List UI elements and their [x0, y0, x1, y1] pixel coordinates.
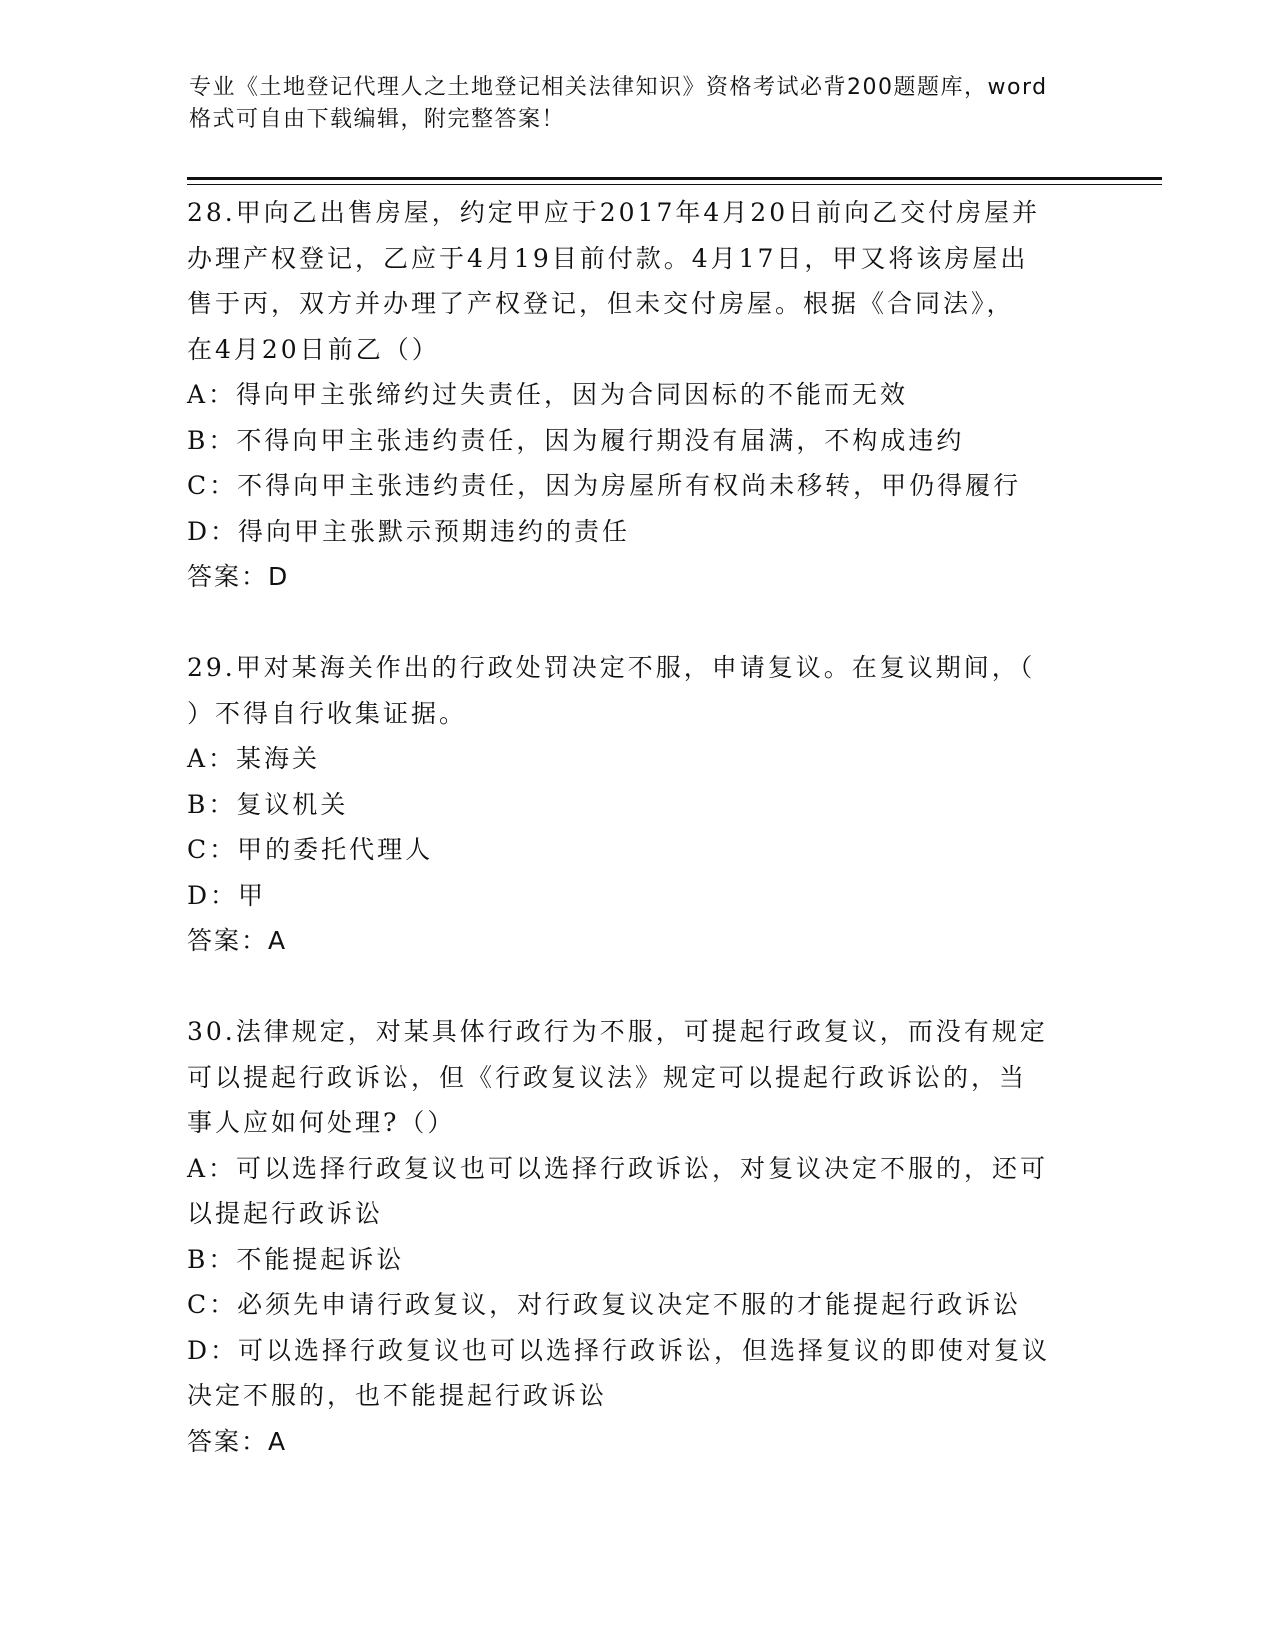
question-stem-line: ）不得自行收集证据。 [187, 698, 468, 728]
question-stem-line: 售于丙，双方并办理了产权登记，但未交付房屋。根据《合同法》， [187, 289, 1015, 318]
header-line-1: 专业《土地登记代理人之土地登记相关法律知识》资格考试必背200题题库，word [189, 75, 1048, 100]
header-line-2: 格式可自由下载编辑，附完整答案！ [189, 107, 566, 132]
question-29 [187, 645, 1087, 964]
document-header [189, 72, 1089, 136]
option-d-continued: 决定不服的，也不能提起行政诉讼 [187, 1381, 608, 1410]
header-divider-thin [187, 184, 1162, 185]
option-b: B：复议机关 [187, 789, 349, 819]
option-b: B：不得向甲主张违约责任，因为履行期没有届满，不构成违约 [187, 425, 965, 455]
question-stem-line: 办理产权登记，乙应于4月19目前付款。4月17日，甲又将该房屋出 [187, 243, 1029, 273]
answer-label: 答案：D [187, 562, 290, 591]
option-d: D：可以选择行政复议也可以选择行政诉讼，但选择复议的即使对复议 [187, 1335, 1051, 1365]
option-a: A：得向甲主张缔约过失责任，因为合同因标的不能而无效 [187, 380, 909, 409]
option-d: D：得向甲主张默示预期违约的责任 [187, 516, 631, 546]
question-30 [187, 1009, 1087, 1464]
option-a: A：某海关 [187, 744, 321, 773]
option-b: B：不能提起诉讼 [187, 1244, 405, 1274]
option-c: C：甲的委托代理人 [187, 835, 434, 864]
question-stem-line: 可以提起行政诉讼，但《行政复议法》规定可以提起行政诉讼的，当 [187, 1062, 1028, 1092]
option-c: C：必须先申请行政复议，对行政复议决定不服的才能提起行政诉讼 [187, 1290, 1022, 1319]
question-stem-line: 在4月20日前乙（） [187, 334, 440, 364]
option-a-continued: 以提起行政诉讼 [187, 1199, 384, 1228]
question-stem-line: 28.甲向乙出售房屋，约定甲应于2017年4月20日前向乙交付房屋并 [187, 198, 1041, 227]
question-stem-line: 事人应如何处理?（） [187, 1108, 456, 1137]
option-c: C：不得向甲主张违约责任，因为房屋所有权尚未移转，甲仍得履行 [187, 471, 1022, 500]
answer-label: 答案：A [187, 1426, 288, 1456]
question-stem-line: 30.法律规定，对某具体行政行为不服，可提起行政复议，而没有规定 [187, 1017, 1048, 1046]
option-d: D：甲 [187, 880, 267, 910]
question-28 [187, 190, 1087, 600]
question-stem-line: 29.甲对某海关作出的行政处罚决定不服，申请复议。在复议期间，（ [187, 653, 1036, 682]
header-divider-thick [187, 177, 1162, 180]
option-a: A：可以选择行政复议也可以选择行政诉讼，对复议决定不服的，还可 [187, 1153, 1049, 1183]
answer-label: 答案：A [187, 926, 288, 955]
